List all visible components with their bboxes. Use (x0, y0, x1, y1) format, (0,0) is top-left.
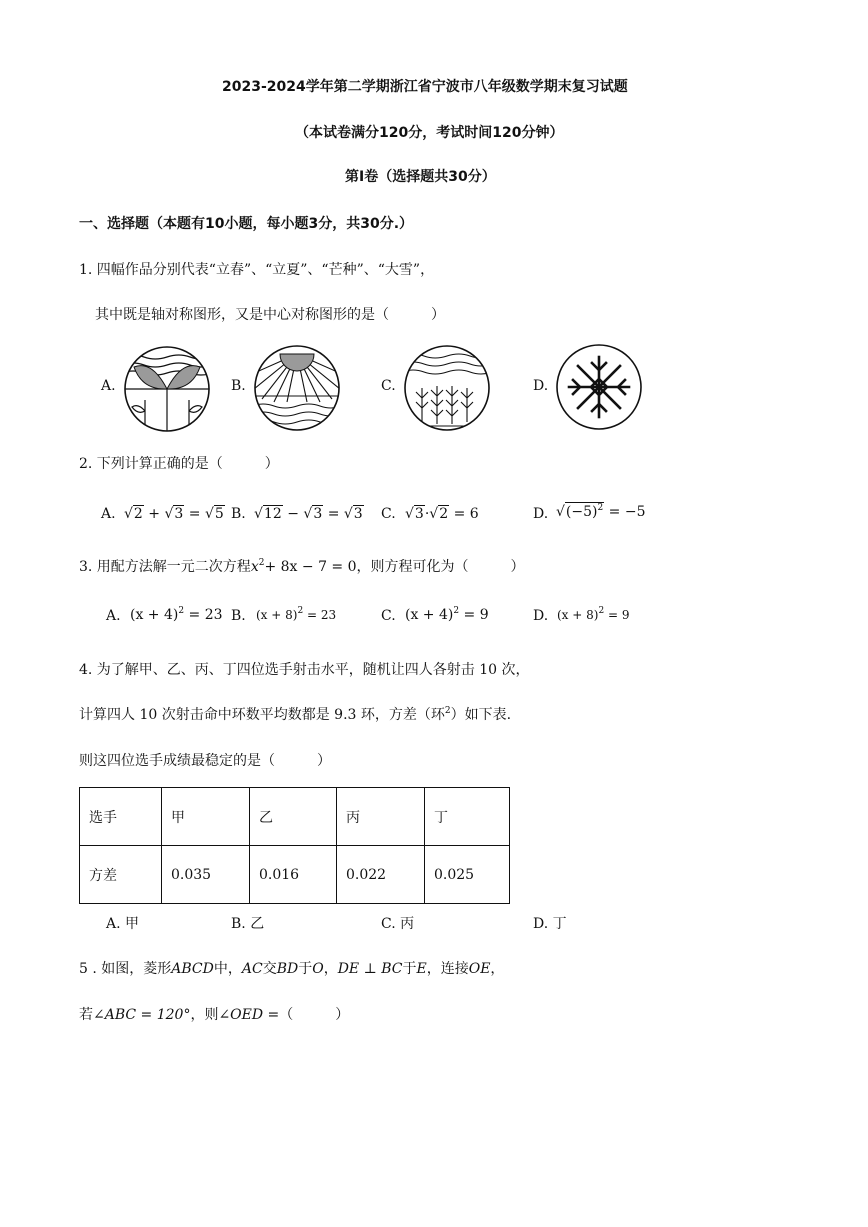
q3-option-b-label: B. (231, 608, 246, 624)
q2-option-c-label: C. (381, 506, 396, 522)
lixia-sun-icon (252, 344, 342, 432)
q5-stem-line1 (79, 958, 504, 978)
q3-c-exp: 2 (453, 606, 460, 616)
q1-stem-line1: 1. 四幅作品分别代表“立春”、“立夏”、“芒种”、“大雪”， (79, 262, 435, 278)
q5-text: （ ） (279, 1007, 350, 1023)
q3-c-rhs: = 9 (463, 607, 489, 623)
q4-line2-sup: 2 (444, 706, 451, 716)
table-cell: 乙 (250, 788, 337, 846)
q2-b-op: − (287, 506, 299, 522)
q4-option-b: B. 乙 (231, 916, 265, 932)
table-cell: 方差 (80, 846, 162, 904)
q2-option-d-expr: $√(-5)^2 = -5$ (556, 503, 646, 520)
q2-c-radicand-2: 2 (439, 506, 449, 522)
q3-option-a-expr (130, 606, 223, 623)
q3-option-a-label: A. (106, 608, 121, 624)
q3-option-d-expr (557, 606, 630, 622)
table-cell: 选手 (80, 788, 162, 846)
q2-stem: 2. 下列计算正确的是（ ） (79, 456, 279, 472)
q2-d-eq: = −5 (608, 504, 646, 520)
q2-a-eq: = (188, 506, 201, 522)
q4-stem-line1: 4. 为了解甲、乙、丙、丁四位选手射击水平，随机让四人各射击 10 次， (79, 662, 530, 678)
q5-text: 5 . 如图，菱形 (79, 961, 172, 977)
q2-a-op: + (148, 506, 161, 522)
q3-b-rhs: = 23 (307, 608, 337, 622)
q5-text: 若 (79, 1007, 93, 1023)
q3-b-base: (x + 8) (256, 608, 298, 622)
q4-stem-line3: 则这四位选手成绩最稳定的是（ ） (79, 753, 331, 769)
q5-text: 交 (262, 961, 277, 977)
q5-text: ，连接 (426, 961, 469, 977)
table-cell: 甲 (162, 788, 250, 846)
q5-math: BD (276, 961, 299, 977)
q3-a-base: (x + 4) (130, 607, 179, 623)
q1-option-a-label: A. (101, 378, 116, 394)
q2-option-a-label: A. (101, 506, 116, 522)
q5-text: 中， (213, 961, 242, 977)
q3-option-d-label: D. (533, 608, 549, 624)
q2-b-radicand-1: 12 (263, 506, 282, 522)
q5-text: ， (490, 961, 505, 977)
q2-a-radicand-3: 5 (214, 506, 224, 522)
q3-d-exp: 2 (598, 606, 605, 616)
q3-stem (79, 556, 525, 576)
q5-stem-line2 (79, 1004, 349, 1024)
q5-math: ∠OED = (218, 1007, 280, 1023)
q3-option-c-expr (405, 606, 489, 623)
q3-eq-rest: + 8x − 7 = 0 (264, 559, 357, 575)
table-cell: 0.035 (162, 846, 250, 904)
q3-d-rhs: = 9 (608, 608, 630, 622)
q2-b-radicand-2: 3 (313, 506, 323, 522)
table-cell: 0.016 (250, 846, 337, 904)
daxue-snowflake-icon (554, 343, 644, 431)
q3-stem-pre: 3. 用配方法解一元二次方程 (79, 559, 251, 575)
q1-stem-line2: 其中既是轴对称图形，又是中心对称图形的是（ ） (95, 307, 445, 323)
q5-text: ，则 (190, 1007, 219, 1023)
q2-c-op: · (424, 506, 430, 522)
exam-subtitle: （本试卷满分120分，考试时间120分钟） (295, 125, 564, 141)
q4-option-d: D. 丁 (533, 916, 567, 932)
q5-math: ABCD (171, 961, 214, 977)
q2-option-b-label: B. (231, 506, 246, 522)
q2-option-d-label: D. (533, 506, 549, 522)
q4-stem-line2 (79, 704, 511, 724)
q5-math: AC (241, 961, 263, 977)
q3-eq-x: x (250, 559, 259, 575)
q3-a-rhs: = 23 (188, 607, 223, 623)
exam-title: 2023-2024学年第二学期浙江省宁波市八年级数学期末复习试题 (222, 79, 628, 95)
table-cell: 0.025 (425, 846, 510, 904)
part-heading: 第Ⅰ卷（选择题共30分） (345, 169, 496, 185)
q5-math: OE (468, 961, 491, 977)
q3-option-c-label: C. (381, 608, 396, 624)
q5-math: O (312, 961, 324, 977)
q3-option-b-expr (256, 606, 336, 622)
q3-d-base: (x + 8) (557, 608, 599, 622)
q2-b-eq: = (327, 506, 340, 522)
q5-text: 于 (402, 961, 417, 977)
q1-option-d-label: D. (533, 378, 549, 394)
q4-option-c: C. 丙 (381, 916, 415, 932)
q2-d-exp: 2 (597, 503, 604, 513)
q3-eq-exp: 2 (258, 558, 265, 568)
q3-b-exp: 2 (297, 606, 304, 616)
q2-d-inner: (−5) (565, 504, 598, 520)
q5-math: DE ⊥ BC (337, 961, 403, 977)
q5-text: ， (323, 961, 338, 977)
q5-math: ∠ABC = 120° (93, 1007, 191, 1023)
q2-b-radicand-3: 3 (353, 506, 363, 522)
q3-stem-post: ，则方程可化为（ ） (356, 559, 525, 575)
table-header-row (80, 788, 510, 846)
table-cell: 丁 (425, 788, 510, 846)
q5-math: E (416, 961, 427, 977)
section-heading: 一、选择题（本题有10小题，每小题3分，共30分.） (79, 216, 414, 232)
mangzhong-grain-icon (402, 344, 492, 432)
table-row (80, 846, 510, 904)
q1-option-b-label: B. (231, 378, 246, 394)
table-cell: 0.022 (337, 846, 425, 904)
lichun-sprouts-icon (122, 345, 212, 433)
q3-c-base: (x + 4) (405, 607, 454, 623)
q2-option-a-expr: √2 + √3 = √5 (124, 506, 224, 522)
q2-option-b-expr: √12 − √3 = √3 (254, 506, 363, 522)
q5-text: 于 (298, 961, 313, 977)
q2-c-eq: = 6 (453, 506, 479, 522)
table-cell: 丙 (337, 788, 425, 846)
q2-option-c-expr: √3·√2 = 6 (405, 506, 479, 522)
q2-c-radicand-1: 3 (414, 506, 424, 522)
variance-table (79, 787, 510, 904)
q4-option-a: A. 甲 (106, 916, 140, 932)
q4-line2-post: ）如下表. (450, 707, 512, 723)
q3-a-exp: 2 (178, 606, 185, 616)
q1-option-c-label: C. (381, 378, 396, 394)
q2-a-radicand-2: 3 (174, 506, 184, 522)
q3-equation (251, 559, 357, 575)
q2-a-radicand-1: 2 (133, 506, 143, 522)
q4-line2-pre: 计算四人 10 次射击命中环数平均数都是 9.3 环，方差（环 (79, 707, 445, 723)
